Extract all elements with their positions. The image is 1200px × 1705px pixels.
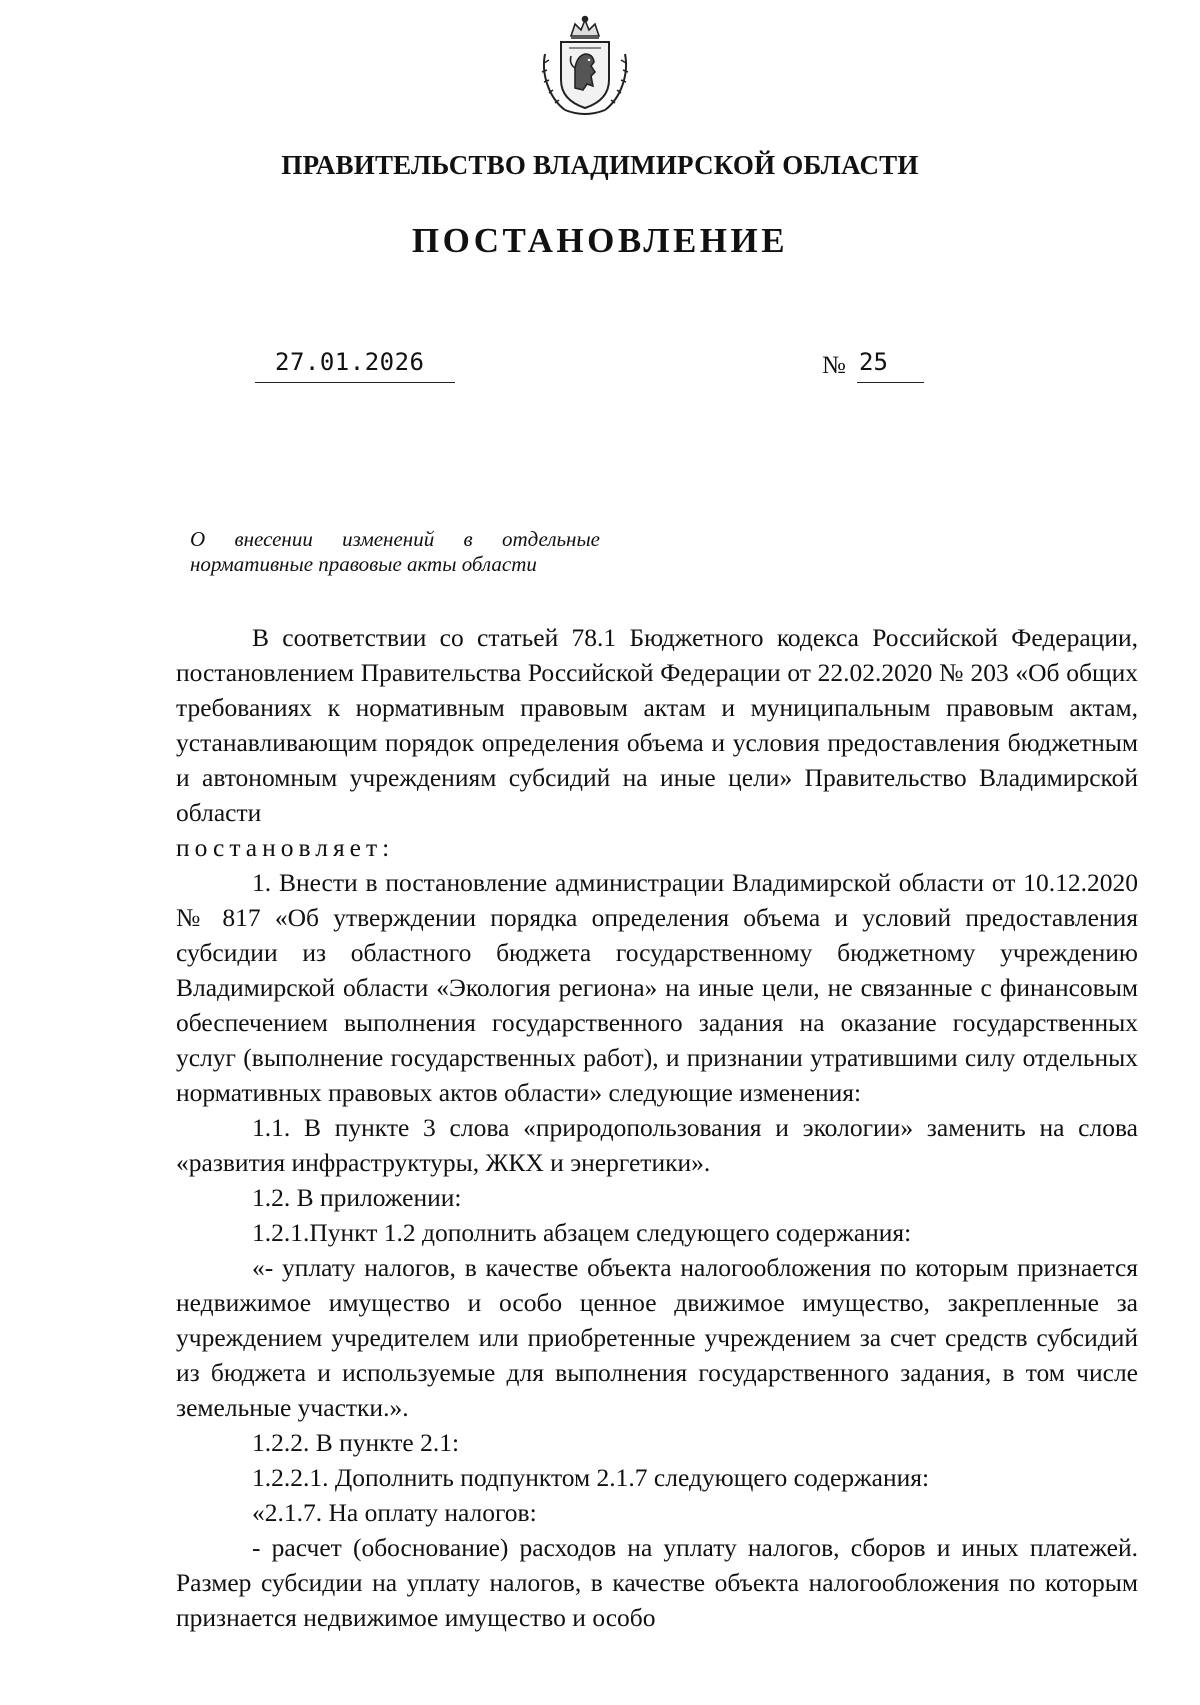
document-number: 25 bbox=[859, 348, 888, 376]
paragraph-item-1-2-1: 1.2.1.Пункт 1.2 дополнить абзацем следующего содержания: bbox=[252, 1218, 912, 1247]
subject-line-1: О внесении изменений в отдельные bbox=[190, 527, 600, 551]
document-date: 27.01.2026 bbox=[275, 348, 425, 376]
government-title: ПРАВИТЕЛЬСТВО ВЛАДИМИРСКОЙ ОБЛАСТИ bbox=[281, 150, 919, 180]
document-type-title: ПОСТАНОВЛЕНИЕ bbox=[411, 221, 789, 260]
date-field bbox=[255, 348, 455, 383]
paragraph-item-1: 1. Внести в постановление администрации Владимирской области от 10.12.2020 № 817 «Об утверждении порядка определения объема и условий предоставления субсидии из областного бюджета государственному бюджетному учреждению Владимирской области «Экология региона» на иные цели, не связанные с финансовым обеспечением выполнения государственного задания на оказание государственных услуг (выполнение государственных работ), и признании утратившими силу отдельных нормативных правовых актов области» следующие изменения: bbox=[176, 868, 1138, 1107]
paragraph-decree bbox=[176, 830, 1138, 865]
subject-line-2: нормативные правовые акты области bbox=[190, 552, 537, 576]
paragraph-item-1-2-2-1: 1.2.2.1. Дополнить подпунктом 2.1.7 следующего содержания: bbox=[252, 1463, 930, 1492]
paragraph-item-1-1: 1.1. В пункте 3 слова «природопользования и экологии» заменить на слова «развития инфраструктуры, ЖКХ и энергетики». bbox=[176, 1113, 1138, 1177]
document-body bbox=[176, 620, 1138, 1635]
decree-word: постановляет: bbox=[176, 833, 395, 862]
paragraph-preamble: В соответствии со статьей 78.1 Бюджетного кодекса Российской Федерации, постановлением Правительства Российской Федерации от 22.02.2020 № 203 «Об общих требованиях к нормативным правовым актам и муниципальным правовым актам, устанавливающим порядок определения объема и условия предоставления бюджетным и автономным учреждениям субсидий на иные цели» Правительство Владимирской области bbox=[176, 623, 1138, 827]
coat-of-arms-icon bbox=[531, 14, 639, 120]
paragraph-calculation: - расчет (обоснование) расходов на уплату налогов, сборов и иных платежей. Размер субсидии на уплату налогов, в качестве объекта налогообложения по которым признается недвижимое имущество и особо bbox=[176, 1533, 1138, 1632]
document-subject bbox=[190, 527, 600, 577]
number-sign: № bbox=[822, 352, 846, 379]
paragraph-item-1-2: 1.2. В приложении: bbox=[252, 1183, 462, 1212]
paragraph-quote-taxes: «- уплату налогов, в качестве объекта налогообложения по которым признается недвижимое имущество и особо ценное движимое имущество, закрепленные за учреждением учредителем или приобретенные учреждением за счет средств субсидий из бюджета и используемые для выполнения государственного задания, в том числе земельные участки.». bbox=[176, 1253, 1138, 1422]
number-field bbox=[857, 348, 924, 383]
paragraph-item-2-1-7: «2.1.7. На оплату налогов: bbox=[252, 1498, 537, 1527]
paragraph-item-1-2-2: 1.2.2. В пункте 2.1: bbox=[252, 1428, 460, 1457]
